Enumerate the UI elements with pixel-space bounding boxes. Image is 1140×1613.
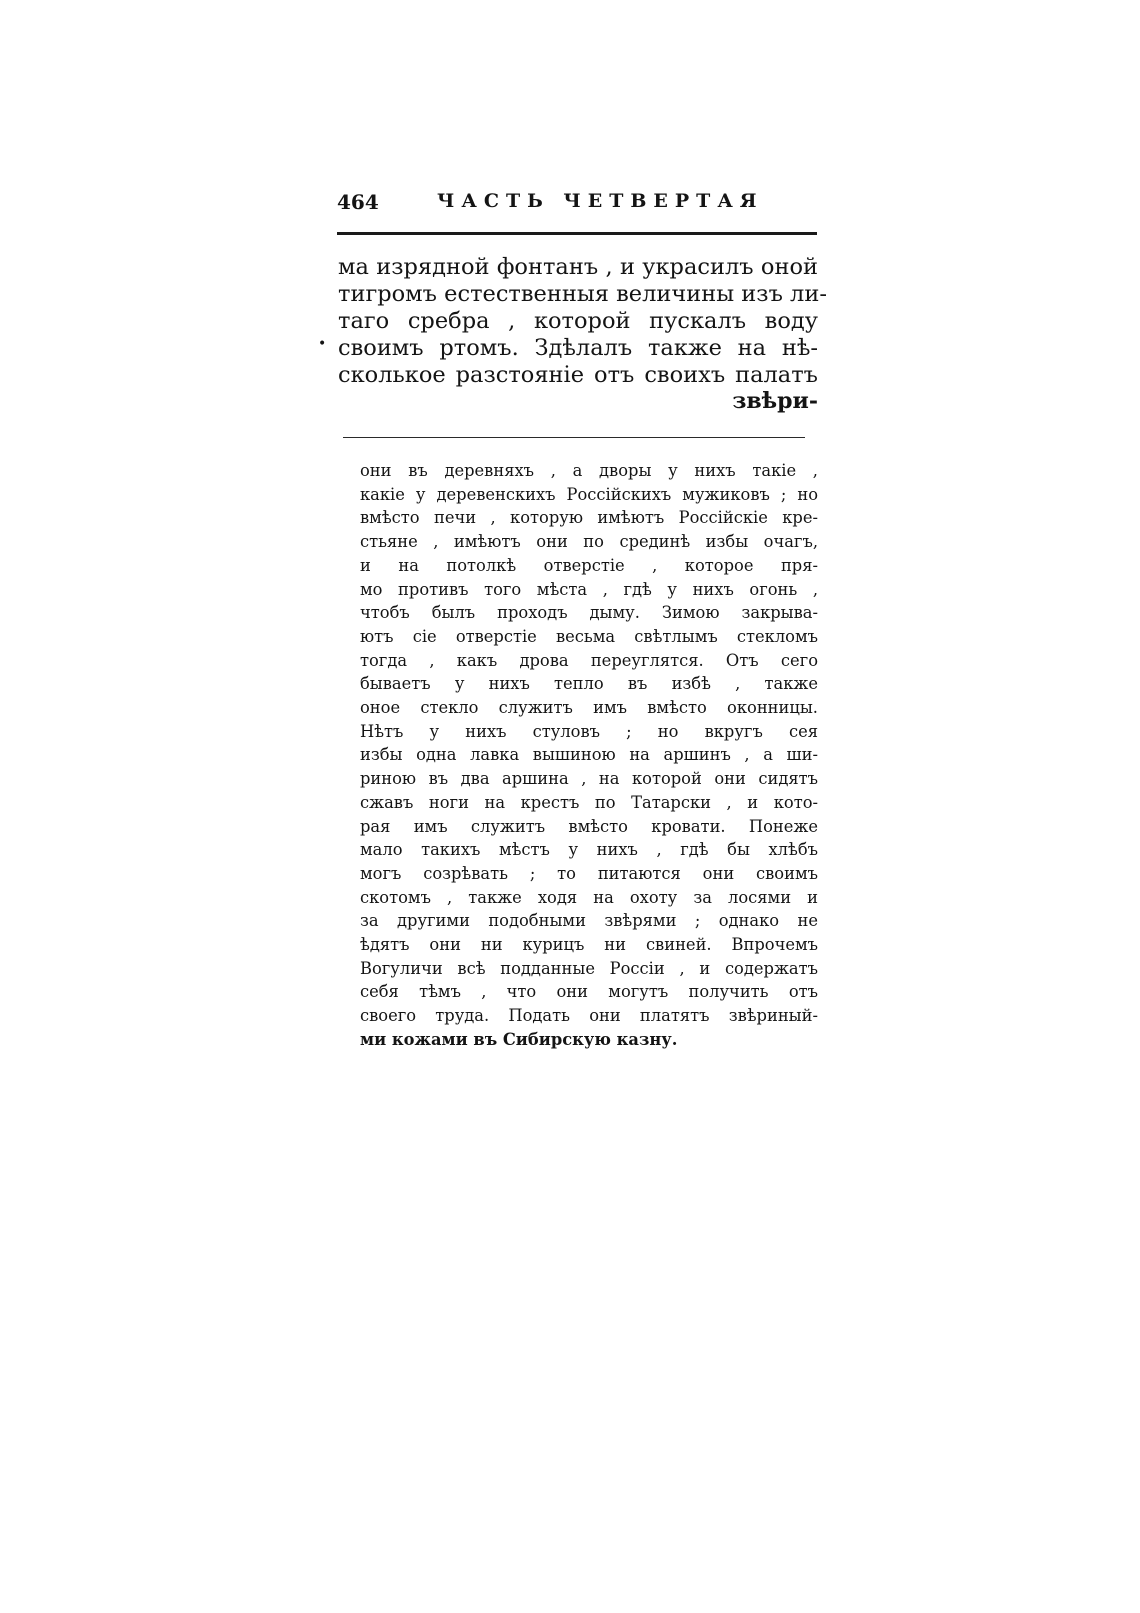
footnote-line: чтобъ былъ проходъ дыму. Зимою закрыва- xyxy=(360,603,818,623)
footnote-line: тогда , какъ дрова переуглятся. Отъ сего xyxy=(360,650,818,670)
running-title: ЧАСТЬ ЧЕТВЕРТАЯ xyxy=(437,190,764,212)
footnote-line: могъ созрѣвать ; то питаются они своимъ xyxy=(360,863,818,883)
footnote-line: оное стекло служитъ имъ вмѣсто оконницы. xyxy=(360,698,818,718)
footnote-line: рая имъ служитъ вмѣсто кровати. Понеже xyxy=(360,816,818,836)
footnote-line: ми кожами въ Сибирскую казну. xyxy=(360,1029,678,1049)
footnote-line: какіе у деревенскихъ Россійскихъ мужиковъ ; но xyxy=(360,484,818,504)
footnote-line: Вогуличи всѣ подданные Россіи , и содержатъ xyxy=(360,958,818,978)
footnote-line: избы одна лавка вышиною на аршинъ , а ши- xyxy=(360,745,818,765)
footnote-line: своего труда. Подать они платятъ звѣриный- xyxy=(360,1006,818,1026)
footnote-line: мо противъ того мѣста , гдѣ у нихъ огонь , xyxy=(360,579,818,599)
main-text-block xyxy=(338,254,827,389)
main-text-line: своимъ ртомъ. Здѣлалъ также на нѣ- xyxy=(338,335,818,361)
catchword: звѣри- xyxy=(732,388,818,414)
footnote-line: сжавъ ноги на крестъ по Татарски , и кото- xyxy=(360,792,818,812)
page-header xyxy=(337,190,817,220)
main-text-line: таго сребра , которой пускалъ воду xyxy=(338,308,818,334)
header-rule xyxy=(337,232,817,235)
footnote-line: ютъ сіе отверстіе весьма свѣтлымъ стекломъ xyxy=(360,626,818,646)
main-text-line: тигромъ естественныя величины изъ ли- xyxy=(338,281,827,307)
footnote-line: они въ деревняхъ , а дворы у нихъ такіе , xyxy=(360,461,818,480)
footnote-line: риною въ два аршина , на которой они сидятъ xyxy=(360,769,818,789)
footnote-line: стьяне , имѣютъ они по срединѣ избы очагъ, xyxy=(360,532,818,552)
footnote-block xyxy=(360,459,818,1052)
footnote-line: скотомъ , также ходя на охоту за лосями и xyxy=(360,887,818,907)
page-number: 464 xyxy=(337,190,379,214)
footnote-line: бываетъ у нихъ тепло въ избѣ , также xyxy=(360,674,818,694)
footnote-line: за другими подобными звѣрями ; однако не xyxy=(360,911,818,931)
footnote-line: ѣдятъ они ни курицъ ни свиней. Впрочемъ xyxy=(360,935,818,955)
footnote-line: себя тѣмъ , что они могутъ получить отъ xyxy=(360,982,818,1002)
footnote-rule xyxy=(343,437,805,438)
footnote-line: вмѣсто печи , которую имѣютъ Россійскіе кре- xyxy=(360,508,818,528)
footnote-line: Нѣтъ у нихъ стуловъ ; но вкругъ сея xyxy=(360,721,818,741)
footnote-line: и на потолкѣ отверстіе , которое пря- xyxy=(360,555,818,575)
main-text-line: ма изрядной фонтанъ , и украсилъ оной xyxy=(338,254,818,280)
main-text-line: сколькое разстояніе отъ своихъ палатъ xyxy=(338,362,818,388)
margin-mark: • xyxy=(318,336,327,352)
footnote-line: мало такихъ мѣстъ у нихъ , гдѣ бы хлѣбъ xyxy=(360,840,818,860)
